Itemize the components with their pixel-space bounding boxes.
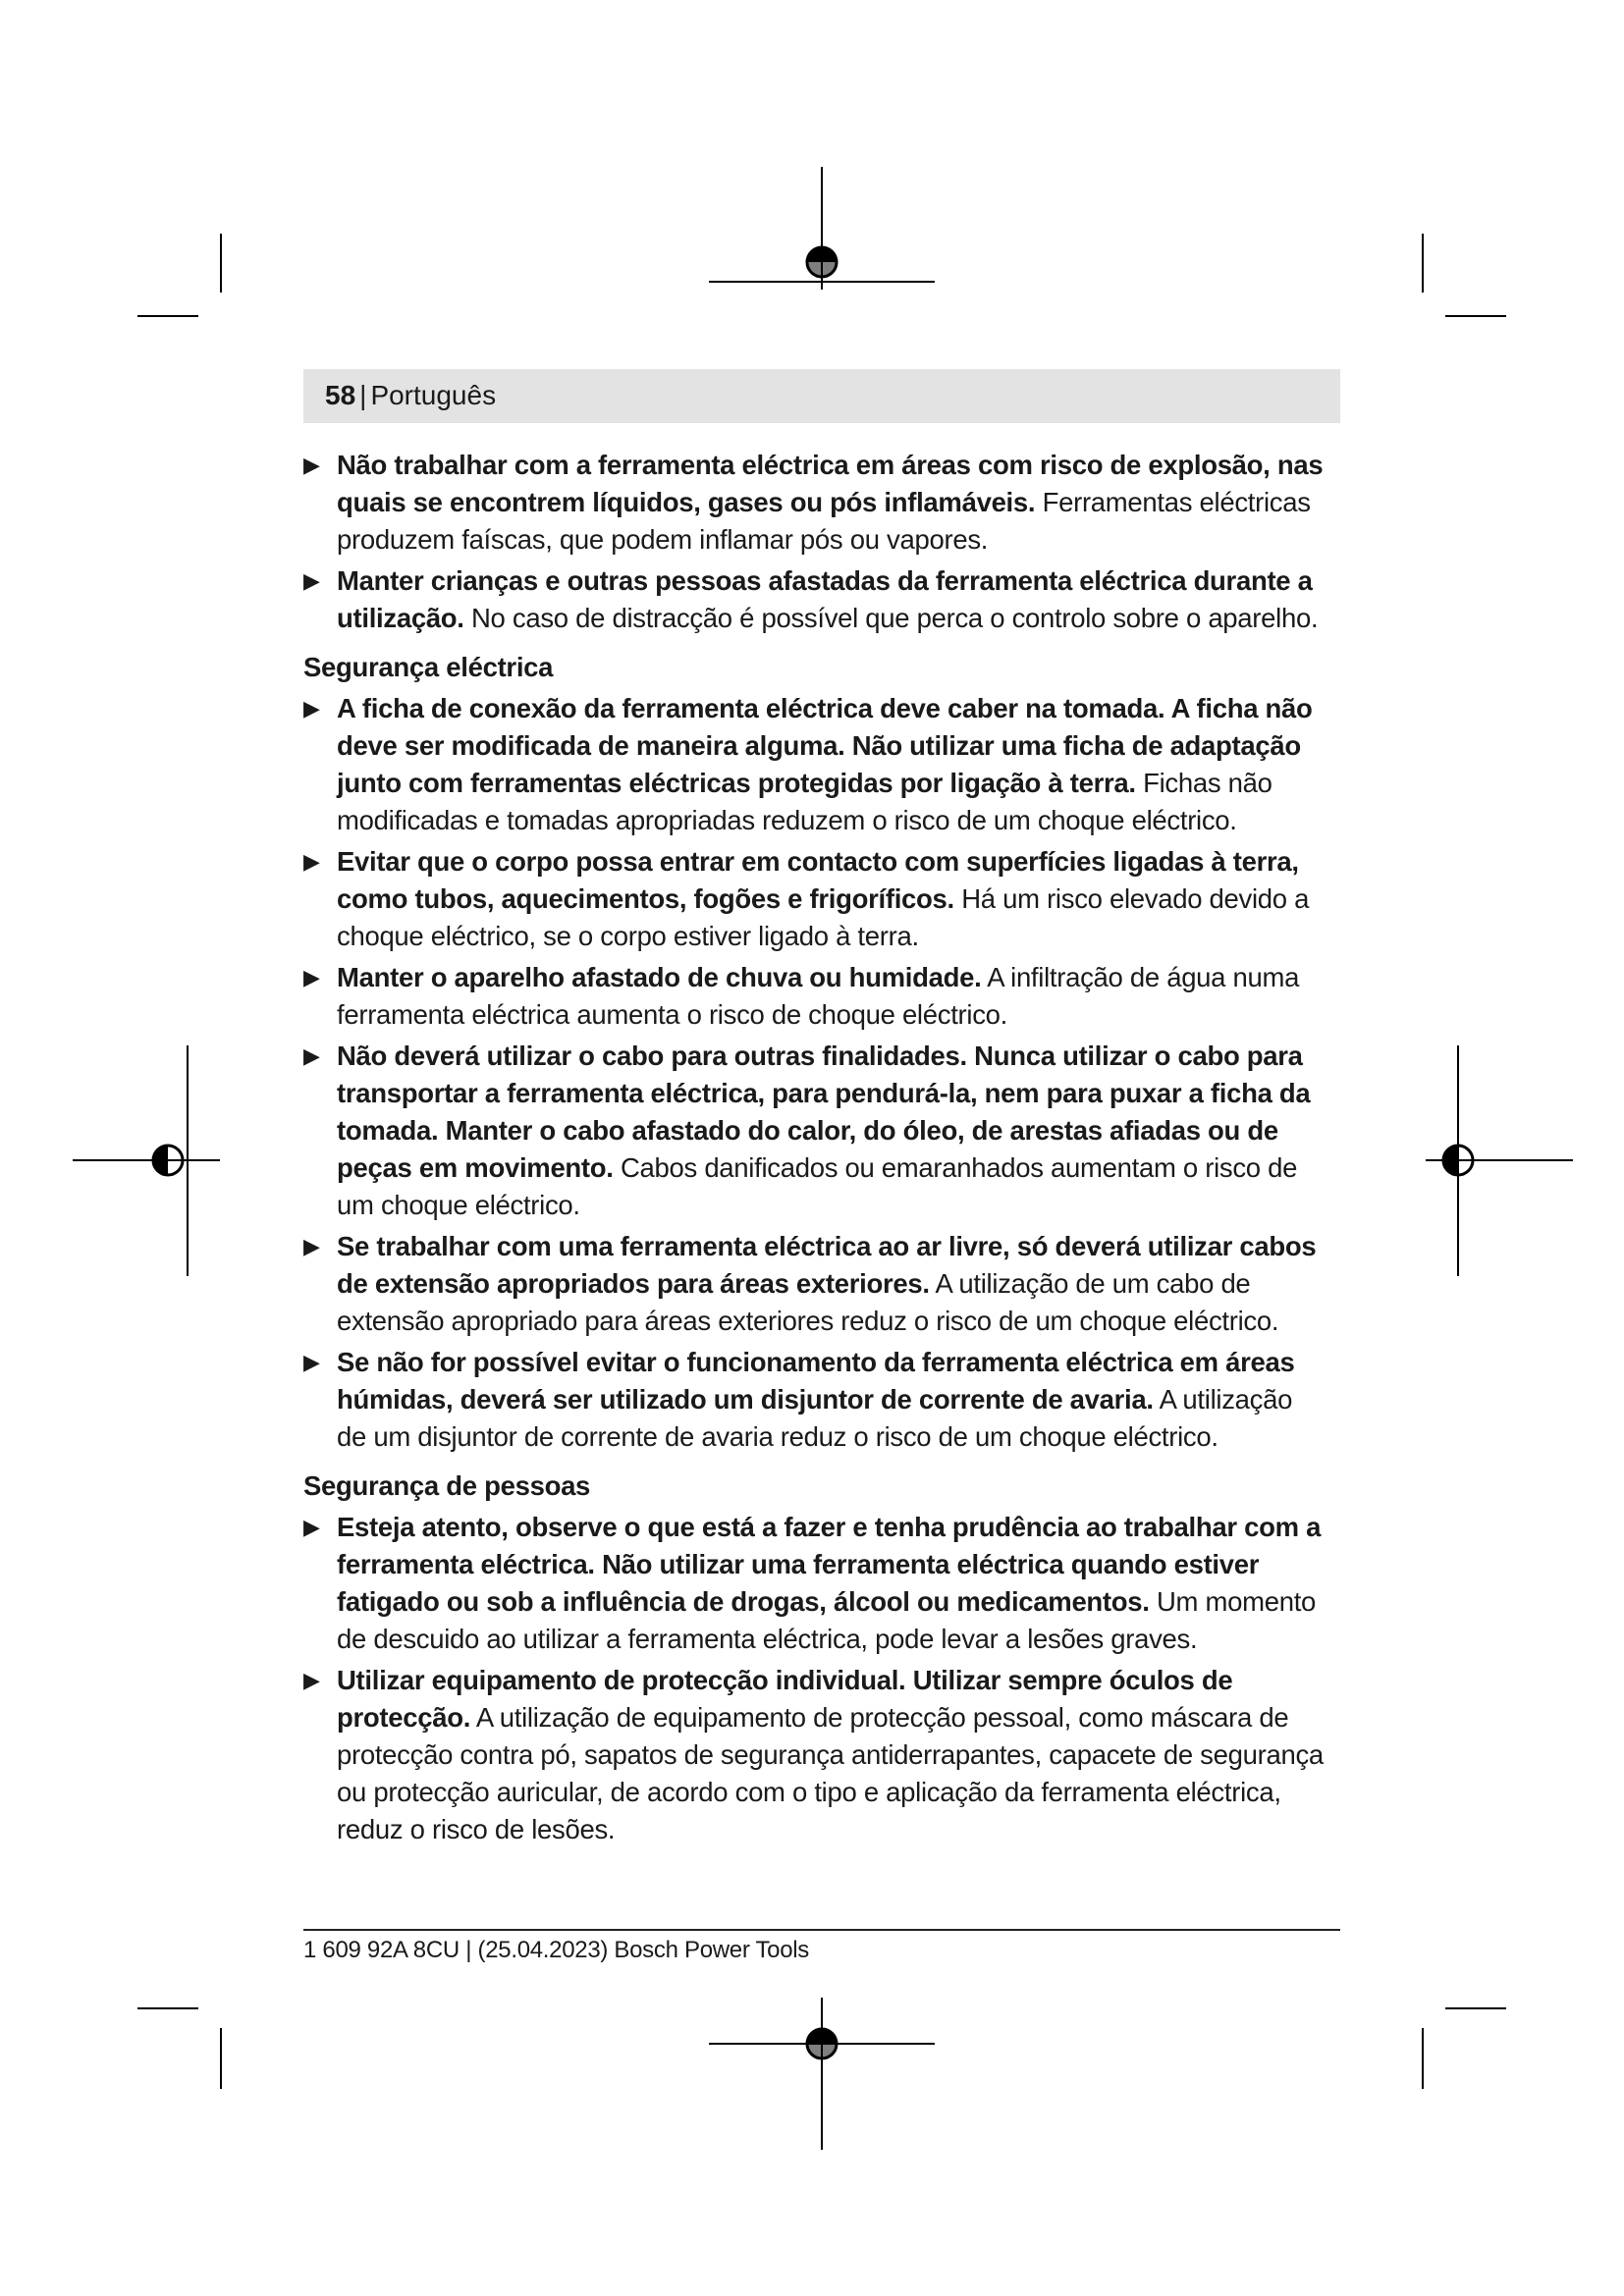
bullet-arrow-icon: ▶ bbox=[303, 849, 320, 874]
registration-mark-icon bbox=[148, 1141, 188, 1180]
list-item bbox=[303, 447, 1325, 559]
header-language: Português bbox=[370, 380, 497, 410]
item-text: Há um risco elevado devido a choque eléctrico, se o corpo estiver ligado à terra. bbox=[337, 883, 1310, 951]
list-item bbox=[303, 562, 1325, 637]
bullet-arrow-icon: ▶ bbox=[303, 1350, 320, 1374]
item-text: Fichas não modificadas e tomadas apropriadas reduzem o risco de um choque eléctrico. bbox=[337, 768, 1272, 835]
item-bold-text: Esteja atento, observe o que está a fazer e tenha prudência ao trabalhar com a ferramenta eléctrica. Não utilizar uma ferramenta eléctrica quando estiver fatigado ou sob a influência de drogas, álcool ou medicamentos. bbox=[337, 1512, 1322, 1617]
footer-text: 1 609 92A 8CU | (25.04.2023) Bosch Power Tools bbox=[303, 1937, 809, 1963]
list-item bbox=[303, 959, 1325, 1034]
item-bold-text: Se não for possível evitar o funcionamento da ferramenta eléctrica em áreas húmidas, deverá ser utilizado um disjuntor de corrente de avaria. bbox=[337, 1347, 1295, 1415]
item-bold-text: Utilizar equipamento de protecção individual. Utilizar sempre óculos de protecção. bbox=[337, 1665, 1233, 1733]
item-bold-text: Se trabalhar com uma ferramenta eléctrica ao ar livre, só deverá utilizar cabos de extensão apropriados para áreas exteriores. bbox=[337, 1231, 1317, 1299]
registration-mark-icon bbox=[802, 242, 841, 282]
item-text: A infiltração de água numa ferramenta eléctrica aumenta o risco de choque eléctrico. bbox=[337, 962, 1300, 1030]
list-item bbox=[303, 1038, 1325, 1224]
footer-divider bbox=[303, 1929, 1340, 1931]
bullet-arrow-icon: ▶ bbox=[303, 1515, 320, 1539]
item-text: Um momento de descuido ao utilizar a ferramenta eléctrica, pode levar a lesões graves. bbox=[337, 1586, 1317, 1654]
item-text: A utilização de um disjuntor de corrente de avaria reduz o risco de um choque eléctrico. bbox=[337, 1384, 1293, 1452]
bullet-arrow-icon: ▶ bbox=[303, 1668, 320, 1692]
bullet-arrow-icon: ▶ bbox=[303, 453, 320, 477]
item-bold-text: Manter o aparelho afastado de chuva ou humidade. bbox=[337, 962, 982, 992]
list-item bbox=[303, 843, 1325, 955]
item-text: Ferramentas eléctricas produzem faíscas, que podem inflamar pós ou vapores. bbox=[337, 487, 1311, 555]
page-content bbox=[303, 447, 1325, 1852]
page-header bbox=[303, 369, 1340, 423]
bullet-arrow-icon: ▶ bbox=[303, 568, 320, 593]
list-item bbox=[303, 1662, 1325, 1848]
section-title-electrical: Segurança eléctrica bbox=[303, 652, 554, 682]
list-item bbox=[303, 690, 1325, 839]
bullet-arrow-icon: ▶ bbox=[303, 965, 320, 989]
header-text bbox=[325, 379, 496, 412]
bullet-arrow-icon: ▶ bbox=[303, 1043, 320, 1068]
item-text: Cabos danificados ou emaranhados aumentam o risco de um choque eléctrico. bbox=[337, 1152, 1298, 1220]
item-bold-text: Manter crianças e outras pessoas afastadas da ferramenta eléctrica durante a utilização. bbox=[337, 565, 1313, 633]
item-text: No caso de distracção é possível que perca o controlo sobre o aparelho. bbox=[471, 603, 1319, 633]
item-bold-text: Não deverá utilizar o cabo para outras finalidades. Nunca utilizar o cabo para transportar a ferramenta eléctrica, para pendurá-la, nem para puxar a ficha da tomada. Manter o cabo afastado do calor, do óleo, de arestas afiadas ou de peças em movimento. bbox=[337, 1041, 1311, 1183]
item-bold-text: Não trabalhar com a ferramenta eléctrica em áreas com risco de explosão, nas quais se encontrem líquidos, gases ou pós inflamáveis. bbox=[337, 450, 1324, 517]
item-text: A utilização de um cabo de extensão apropriado para áreas exteriores reduz o risco de um choque eléctrico. bbox=[337, 1268, 1279, 1336]
registration-mark-icon bbox=[802, 2024, 841, 2063]
item-bold-text: A ficha de conexão da ferramenta eléctrica deve caber na tomada. A ficha não deve ser modificada de maneira alguma. Não utilizar uma ficha de adaptação junto com ferramentas eléctricas protegidas por ligação à terra. bbox=[337, 693, 1313, 798]
bullet-arrow-icon: ▶ bbox=[303, 1234, 320, 1258]
registration-mark-icon bbox=[1438, 1141, 1478, 1180]
header-separator: | bbox=[359, 380, 367, 410]
list-item bbox=[303, 1228, 1325, 1340]
list-item bbox=[303, 1344, 1325, 1456]
item-bold-text: Evitar que o corpo possa entrar em contacto com superfícies ligadas à terra, como tubos, aquecimentos, fogões e frigoríficos. bbox=[337, 846, 1299, 914]
list-item bbox=[303, 1509, 1325, 1658]
section-title-persons: Segurança de pessoas bbox=[303, 1470, 591, 1501]
item-text: A utilização de equipamento de protecção pessoal, como máscara de protecção contra pó, sapatos de segurança antiderrapantes, capacete de segurança ou protecção auricular, de acordo com o tipo e aplicação da ferramenta eléctrica, reduz o risco de lesões. bbox=[337, 1702, 1324, 1844]
page-number: 58 bbox=[325, 380, 356, 410]
bullet-arrow-icon: ▶ bbox=[303, 696, 320, 721]
